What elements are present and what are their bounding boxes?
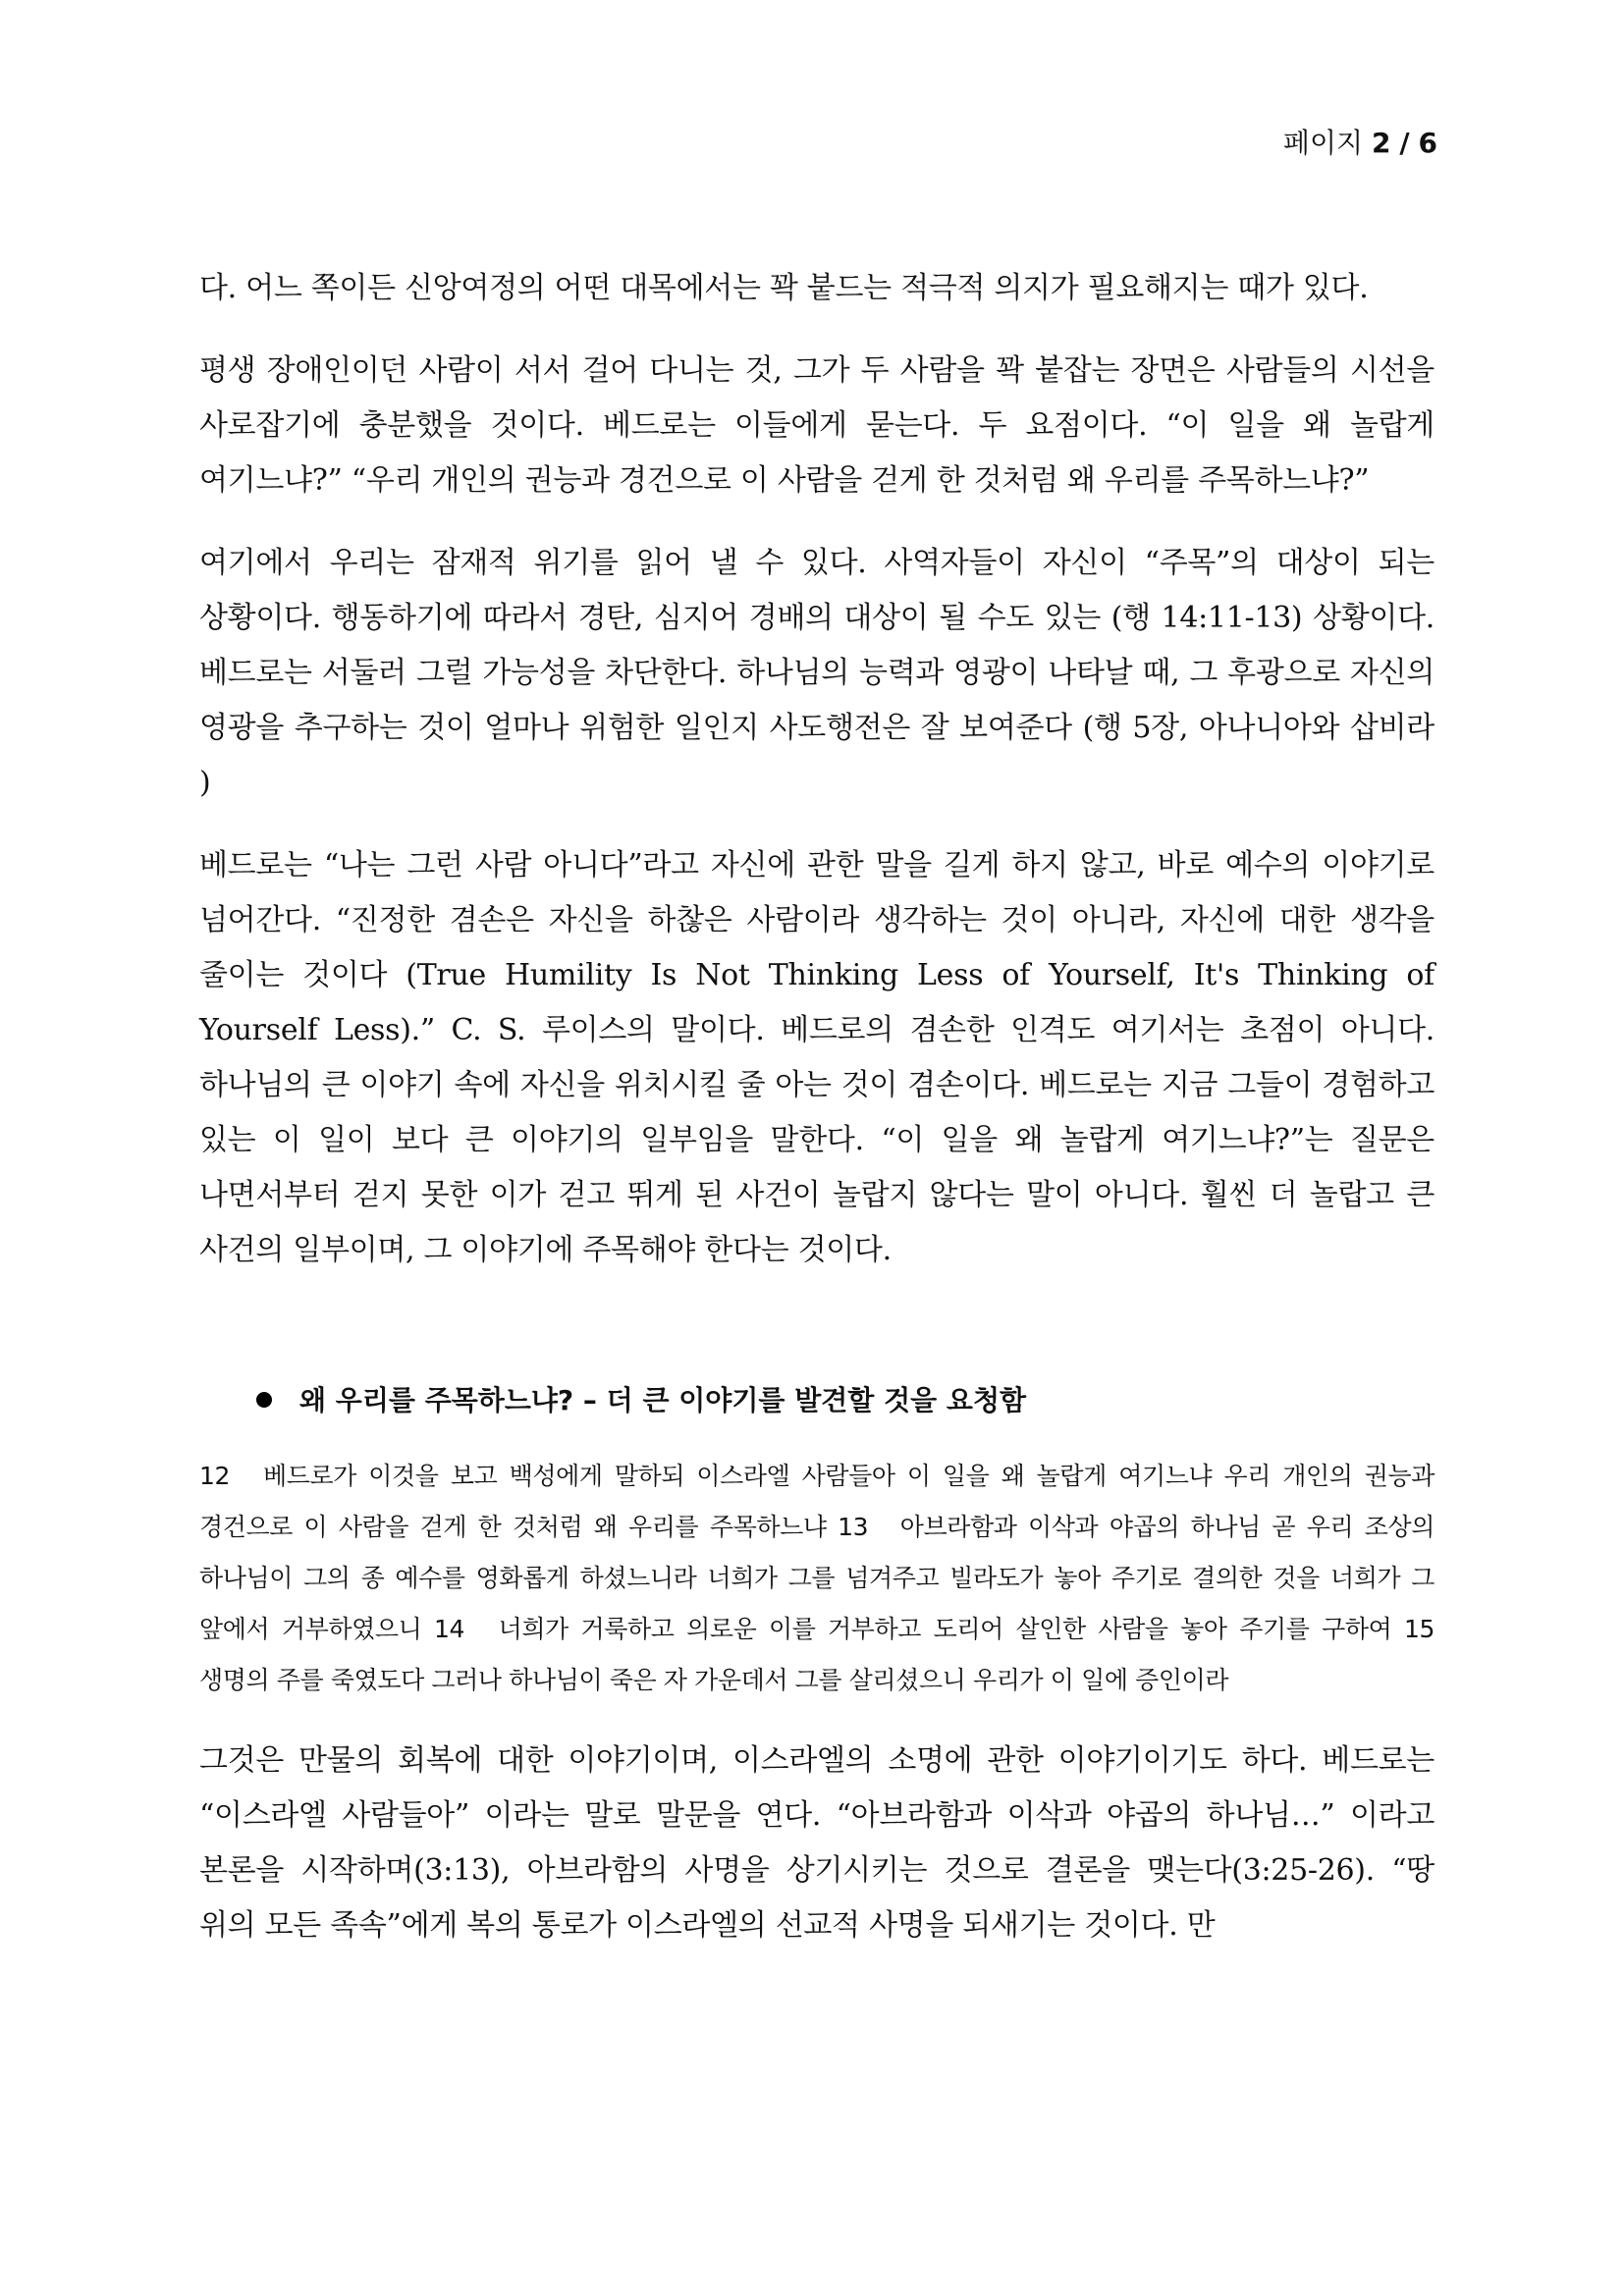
document-body xyxy=(199,261,1459,1953)
scripture-passage: 12 베드로가 이것을 보고 백성에게 말하되 이스라엘 사람들아 이 일을 왜 놀랍게 여기느냐 우리 개인의 권능과 경건으로 이 사람을 걷게 한 것처럼 왜 우리를 주목하느냐 13 아브라함과 이삭과 야곱의 하나님 곧 우리 조상의 하나님이 그의 종 예수를 영화롭게 하셨느니라 너희가 그를 넘겨주고 빌라도가 놓아 주기로 결의한 것을 너희가 그 앞에서 거부하였으니 14 너희가 거룩하고 의로운 이를 거부하고 도리어 살인한 사람을 놓아 주기를 구하여 15 생명의 주를 죽였도다 그러나 하나님이 죽은 자 가운데서 그를 살리셨으니 우리가 이 일에 증인이라 xyxy=(199,1462,1459,1694)
paragraph-humility: 베드로는 “나는 그런 사람 아니다”라고 자신에 관한 말을 길게 하지 않고, 바로 예수의 이야기로 넘어간다. “진정한 겸손은 자신을 하찮은 사람이라 생각하는 것이 아니라, 자신에 대한 생각을 줄이는 것이다 (True Humility Is Not Thinking Less of Yourself, It's Thinking of Yourself Less).” C. S. 루이스의 말이다. 베드로의 겸손한 인격도 여기서는 초점이 아니다. 하나님의 큰 이야기 속에 자신을 위치시킬 줄 아는 것이 겸손이다. 베드로는 지금 그들이 경험하고 있는 이 일이 보다 큰 이야기의 일부임을 말한다. “이 일을 왜 놀랍게 여기느냐?”는 질문은 나면서부터 걷지 못한 이가 걷고 뛰게 된 사건이 놀랍지 않다는 말이 아니다. 훨씬 더 놀랍고 큰 사건의 일부이며, 그 이야기에 주목해야 한다는 것이다. xyxy=(199,848,1435,1267)
paragraph-restoration: 그것은 만물의 회복에 대한 이야기이며, 이스라엘의 소명에 관한 이야기이기도 하다. 베드로는 “이스라엘 사람들아” 이라는 말로 말문을 연다. “아브라함과 이삭과 야곱의 하나님…” 이라고 본론을 시작하며(3:13), 아브라함의 사명을 상기시키는 것으로 결론을 맺는다(3:25-26). “땅 위의 모든 족속”에게 복의 통로가 이스라엘의 선교적 사명을 되새기는 것이다. 만 xyxy=(199,1743,1435,1943)
current-page-number: 2 xyxy=(1371,127,1391,159)
section-heading-text: 왜 우리를 주목하느냐? – 더 큰 이야기를 발견할 것을 요청함 xyxy=(299,1384,1027,1416)
paragraph-continuation: 다. 어느 쪽이든 신앙여정의 어떤 대목에서는 꽉 붙드는 적극적 의지가 필요해지는 때가 있다. xyxy=(199,271,1369,305)
bullet-icon xyxy=(256,1392,272,1408)
paragraph-potential-crisis: 여기에서 우리는 잠재적 위기를 읽어 낼 수 있다. 사역자들이 자신이 “주목”의 대상이 되는 상황이다. 행동하기에 따라서 경탄, 심지어 경배의 대상이 될 수도 있는 (행 14:11-13) 상황이다. 베드로는 서둘러 그럴 가능성을 차단한다. 하나님의 능력과 영광이 나타날 때, 그 후광으로 자신의 영광을 추구하는 것이 얼마나 위험한 일인지 사도행전은 잘 보여준다 (행 5장, 아나니아와 삽비라 ) xyxy=(199,546,1435,800)
paragraph-attention: 평생 장애인이던 사람이 서서 걸어 다니는 것, 그가 두 사람을 꽉 붙잡는 장면은 사람들의 시선을 사로잡기에 충분했을 것이다. 베드로는 이들에게 묻는다. 두 요점이다. “이 일을 왜 놀랍게 여기느냐?” “우리 개인의 권능과 경건으로 이 사람을 걷게 한 것처럼 왜 우리를 주목하느냐?” xyxy=(199,353,1435,498)
page-number xyxy=(1283,122,1437,161)
page-label: 페이지 xyxy=(1282,127,1364,159)
section-heading xyxy=(256,1376,1435,1425)
total-pages-number: 6 xyxy=(1418,127,1437,159)
page-separator: / xyxy=(1399,127,1410,159)
